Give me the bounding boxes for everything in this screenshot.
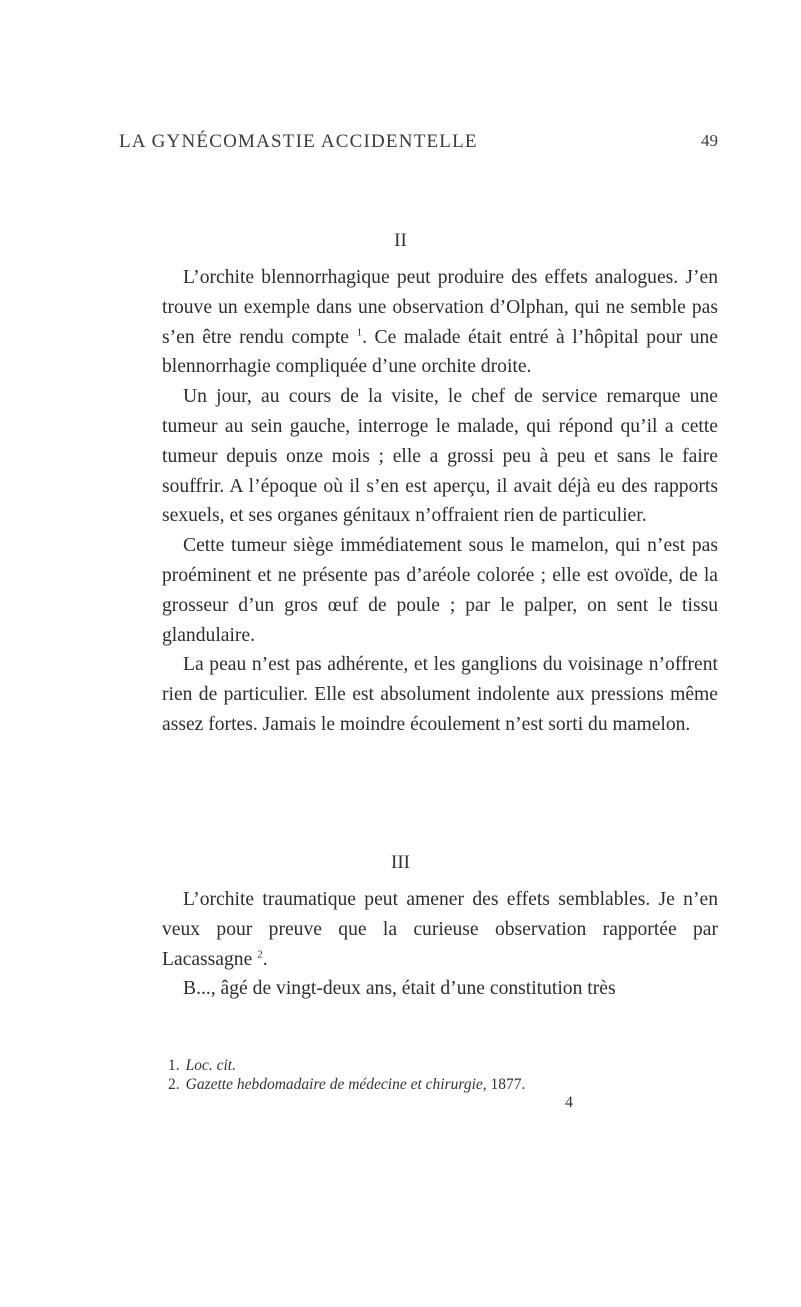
section-heading-ii: II bbox=[394, 230, 407, 251]
signature-mark: 4 bbox=[565, 1094, 573, 1111]
running-title: LA GYNÉCOMASTIE ACCIDENTELLE bbox=[119, 131, 478, 152]
paragraph: L’orchite blennorrhagique peut produire des effets analogues. J’en trouve un exemple dans une observation d’Olphan, qui ne semble pas s’en être rendu compte $^1$. Ce malade était entré à l’hôpital pour une blennorrhagie compliquée d’une orchite droite. bbox=[162, 267, 718, 378]
paragraph: La peau n’est pas adhérente, et les ganglions du voisinage n’offrent rien de particulier. Elle est absolument indolente aux pressions même assez fortes. Jamais le moindre écoulement n’est sorti du mamelon. bbox=[162, 654, 718, 735]
paragraph: Un jour, au cours de la visite, le chef de service remarque une tumeur au sein gauche, interroge le malade, qui répond qu’il a cette tumeur depuis onze mois ; elle a grossi peu à peu et sans le faire souffrir. A l’époque où il s’en est aperçu, il avait déjà eu des rapports sexuels, et ses organes génitaux n’offraient rien de particulier. bbox=[162, 386, 718, 527]
footnote: 2. Gazette hebdomadaire de médecine et chirurgie, 1877. bbox=[168, 1076, 526, 1093]
section-heading-iii: III bbox=[391, 852, 410, 873]
footnote-ref: 2 bbox=[257, 948, 263, 961]
paragraph: B..., âgé de vingt-deux ans, était d’une constitution très bbox=[183, 978, 616, 1000]
section-ii-body bbox=[162, 263, 718, 740]
paragraph: Cette tumeur siège immédiatement sous le mamelon, qui n’est pas proéminent et ne présente pas d’aréole colorée ; elle est ovoïde, de la grosseur d’un gros œuf de poule ; par le palper, on sent le tissu glandulaire. bbox=[162, 535, 718, 646]
section-iii-body bbox=[162, 885, 718, 1004]
page-number: 49 bbox=[701, 131, 718, 150]
footnote-ref: 1 bbox=[356, 326, 363, 339]
running-head bbox=[100, 131, 718, 155]
paragraph: L’orchite traumatique peut amener des effets semblables. Je n’en veux pour preuve que la curieuse observation rapportée par Lacassagne $^2$. bbox=[162, 889, 718, 970]
footnotes bbox=[162, 1056, 718, 1094]
footnote: 1. Loc. cit. bbox=[168, 1057, 236, 1074]
